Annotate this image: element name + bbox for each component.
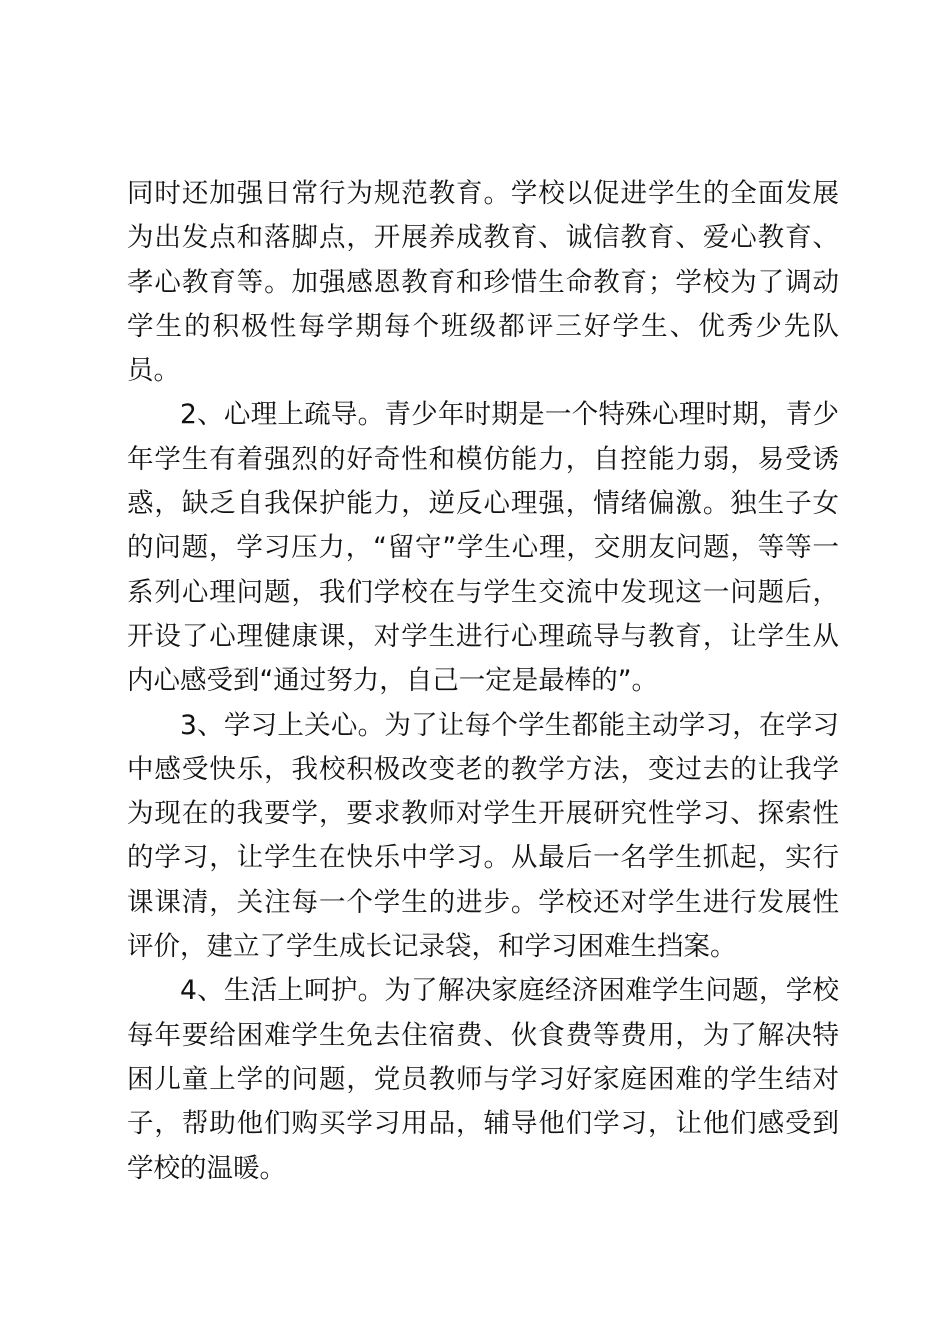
paragraph-life-care: 4、生活上呵护。为了解决家庭经济困难学生问题，学校每年要给困难学生免去住宿费、伙食费等费用，为了解决特困儿童上学的问题，党员教师与学习好家庭困难的学生结对子，帮助他们购买学习用品，辅导他们学习，让他们感受到学校的温暖。 [127,975,839,1184]
document-body [127,172,839,1191]
paragraph-continuation: 同时还加强日常行为规范教育。学校以促进学生的全面发展为出发点和落脚点，开展养成教育、诚信教育、爱心教育、孝心教育等。加强感恩教育和珍惜生命教育；学校为了调动学生的积极性每学期每个班级都评三好学生、优秀少先队员。 [127,178,839,387]
paragraph-psychological-guidance: 2、心理上疏导。青少年时期是一个特殊心理时期，青少年学生有着强烈的好奇性和模仿能力，自控能力弱，易受诱惑，缺乏自我保护能力，逆反心理强，情绪偏激。独生子女的问题，学习压力，“留守”学生心理，交朋友问题，等等一系列心理问题，我们学校在与学生交流中发现这一问题后，开设了心理健康课，对学生进行心理疏导与教育，让学生从内心感受到“通过努力，自己一定是最棒的”。 [127,399,839,697]
paragraph-study-care: 3、学习上关心。为了让每个学生都能主动学习，在学习中感受快乐，我校积极改变老的教学方法，变过去的让我学为现在的我要学，要求教师对学生开展研究性学习、探索性的学习，让学生在快乐中学习。从最后一名学生抓起，实行课课清，关注每一个学生的进步。学校还对学生进行发展性评价，建立了学生成长记录袋，和学习困难生挡案。 [127,709,839,963]
